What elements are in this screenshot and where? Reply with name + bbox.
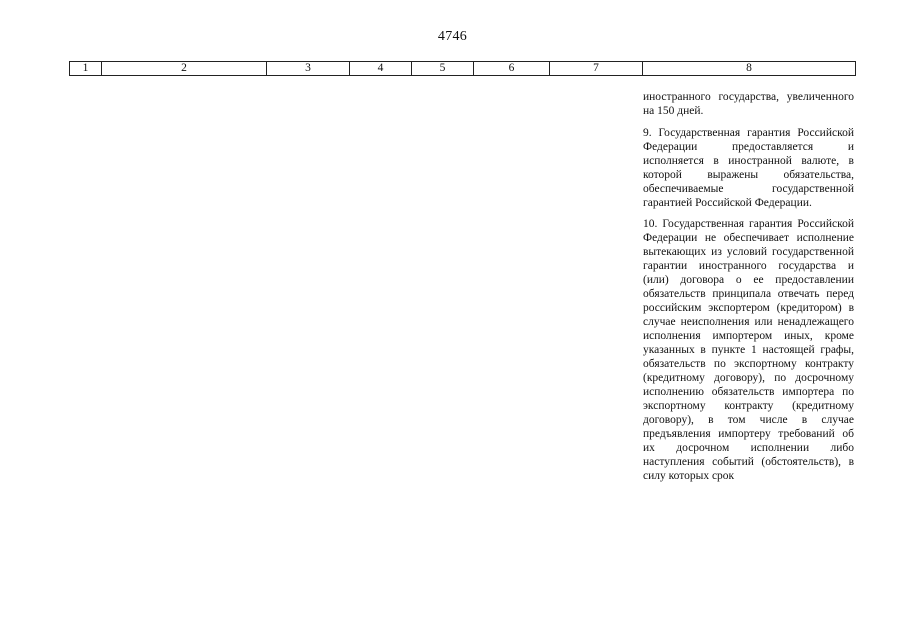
paragraph-10: 10. Государственная гарантия Российской Федерации не обеспечивает исполнение вытекающих из условий государственной гарантии иностранного государства и (или) договора о ее предоставлении обязательств принципала отвечать перед российским экспортером (кредитором) в случае неисполнения или ненадлежащего исполнения импортером иных, кроме указанных в пункте 1 настоящей графы, обязательств по экспортному контракту (кредитному договору), по досрочному исполнению обязательств импортера по экспортному контракту (кредитному договору), в том числе в случае предъявления импортеру требований об их досрочном исполнении либо наступления событий (обстоятельств), в силу которых срок [643, 218, 854, 482]
column-header-6: 6 [474, 62, 550, 76]
column-header-1: 1 [70, 62, 102, 76]
column-header-row [69, 61, 856, 76]
paragraph-9: 9. Государственная гарантия Российской Федерации предоставляется и исполняется в иностранной валюте, в которой выражены обязательства, обеспечиваемые государственной гарантией Российской Федерации. [643, 127, 854, 209]
column-header-7: 7 [550, 62, 643, 76]
column-header-5: 5 [412, 62, 474, 76]
column-header-3: 3 [267, 62, 350, 76]
paragraph-continuation: иностранного государства, увеличенного на 150 дней. [643, 91, 854, 117]
column-header-2: 2 [102, 62, 267, 76]
column-header-4: 4 [350, 62, 412, 76]
page-number: 4746 [437, 29, 468, 44]
column-8-content [643, 90, 854, 490]
column-header-8: 8 [643, 62, 856, 76]
